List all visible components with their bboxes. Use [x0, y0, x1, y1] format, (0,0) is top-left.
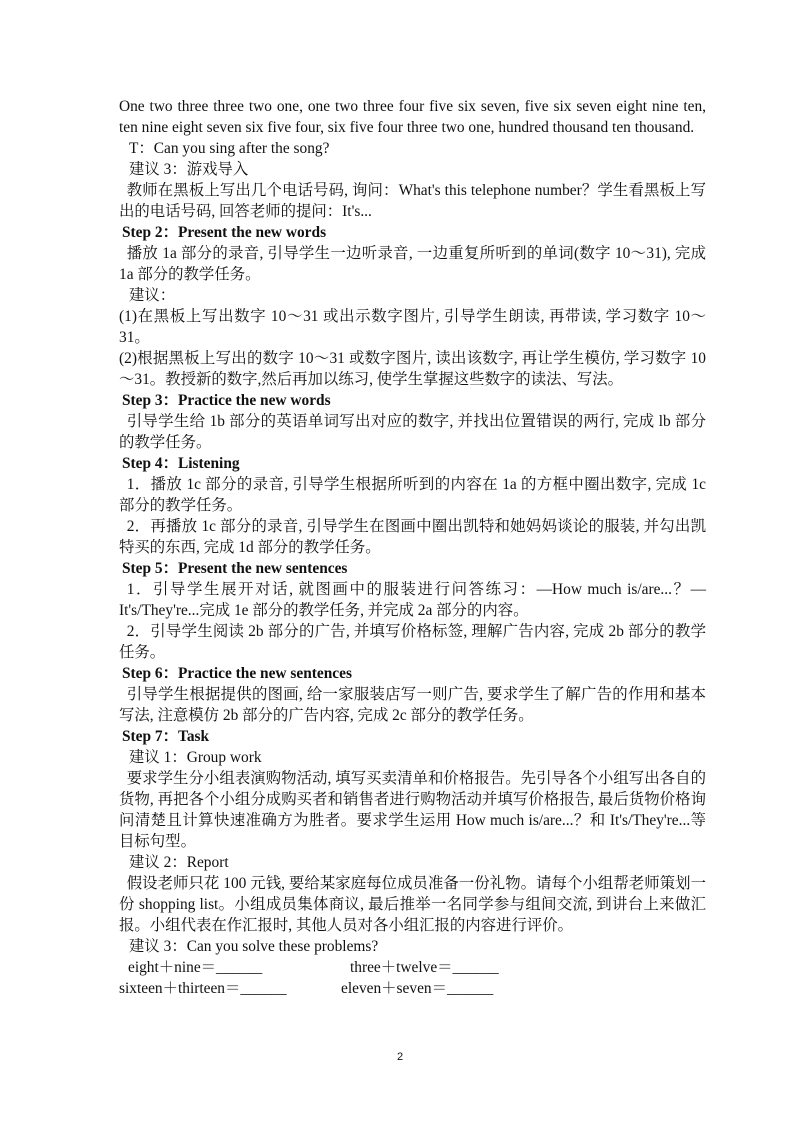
document-body: [119, 96, 706, 999]
exercise-row: [119, 978, 706, 999]
exercise-item: sixteen＋thirteen＝______: [119, 980, 287, 997]
body-paragraph: (2)根据黑板上写出的数字 10～31 或数字图片, 读出该数字, 再让学生模仿, 学习数字 10～31。教授新的数字,然后再加以练习, 使学生掌握这些数字的读法、写法。: [119, 350, 706, 388]
body-paragraph: 教师在黑板上写出几个电话号码, 询问：What's this telephone number？学生看黑板上写出的电话号码, 回答老师的提问：It's...: [119, 182, 706, 220]
body-paragraph: 1．播放 1c 部分的录音, 引导学生根据所听到的内容在 1a 的方框中圈出数字, 完成 1c 部分的教学任务。: [119, 476, 706, 514]
exercise-item: eight＋nine＝______: [128, 959, 263, 976]
suggestion-heading: 建议 1：Group work: [129, 749, 262, 766]
step-heading: Step 4：Listening: [122, 455, 240, 472]
suggestion-heading: 建议 3：Can you solve these problems?: [129, 938, 379, 955]
body-paragraph: 播放 1a 部分的录音, 引导学生一边听录音, 一边重复所听到的单词(数字 10～31), 完成 1a 部分的教学任务。: [119, 245, 706, 283]
body-paragraph: 要求学生分小组表演购物活动, 填写买卖清单和价格报告。先引导各个小组写出各自的货物, 再把各个小组分成购买者和销售者进行购物活动并填写价格报告, 最后货物价格询问清楚且计算快速准确方为胜者。要求学生运用 How much is/are...？和 It's/They're...等目标句型。: [119, 770, 706, 850]
exercise-item: three＋twelve＝______: [350, 959, 499, 976]
suggestion-heading: 建议：: [129, 287, 176, 304]
exercise-row: [119, 957, 706, 978]
body-paragraph: 引导学生根据提供的图画, 给一家服装店写一则广告, 要求学生了解广告的作用和基本写法, 注意模仿 2b 部分的广告内容, 完成 2c 部分的教学任务。: [119, 686, 706, 724]
song-lyrics-paragraph: One two three three two one, one two three four five six seven, five six seven eight nine ten, ten nine eight seven six five four, six five four three two one, hundred thousand ten thousand.: [119, 98, 706, 136]
body-paragraph: (1)在黑板上写出数字 10～31 或出示数字图片, 引导学生朗读, 再带读, 学习数字 10～31。: [119, 308, 706, 346]
step-heading: Step 6：Practice the new sentences: [122, 665, 352, 682]
step-heading: Step 5：Present the new sentences: [122, 560, 348, 577]
body-paragraph: 假设老师只花 100 元钱, 要给某家庭每位成员准备一份礼物。请每个小组帮老师策划一份 shopping list。小组成员集体商议, 最后推举一名同学参与组间交流, 到讲台上来做汇报。小组代表在作汇报时, 其他人员对各小组汇报的内容进行评价。: [119, 875, 706, 934]
body-paragraph: 引导学生给 1b 部分的英语单词写出对应的数字, 并找出位置错误的两行, 完成 lb 部分的教学任务。: [119, 413, 706, 451]
body-paragraph: 2．再播放 1c 部分的录音, 引导学生在图画中圈出凯特和她妈妈谈论的服装, 并勾出凯特买的东西, 完成 1d 部分的教学任务。: [119, 518, 706, 556]
body-paragraph: 2．引导学生阅读 2b 部分的广告, 并填写价格标签, 理解广告内容, 完成 2b 部分的教学任务。: [119, 623, 706, 661]
exercise-item: eleven＋seven＝______: [341, 980, 494, 997]
suggestion-heading: 建议 2：Report: [129, 854, 229, 871]
step-heading: Step 3：Practice the new words: [122, 392, 331, 409]
body-paragraph: 1．引导学生展开对话, 就图画中的服装进行问答练习：—How much is/are...？—It's/They're...完成 1e 部分的教学任务, 并完成 2a 部分的内容。: [119, 581, 706, 619]
teacher-question: T：Can you sing after the song?: [129, 140, 330, 157]
suggestion-heading: 建议 3：游戏导入: [129, 161, 249, 178]
step-heading: Step 2：Present the new words: [122, 224, 327, 241]
page-number: 2: [396, 1051, 404, 1063]
step-heading: Step 7：Task: [122, 728, 210, 745]
